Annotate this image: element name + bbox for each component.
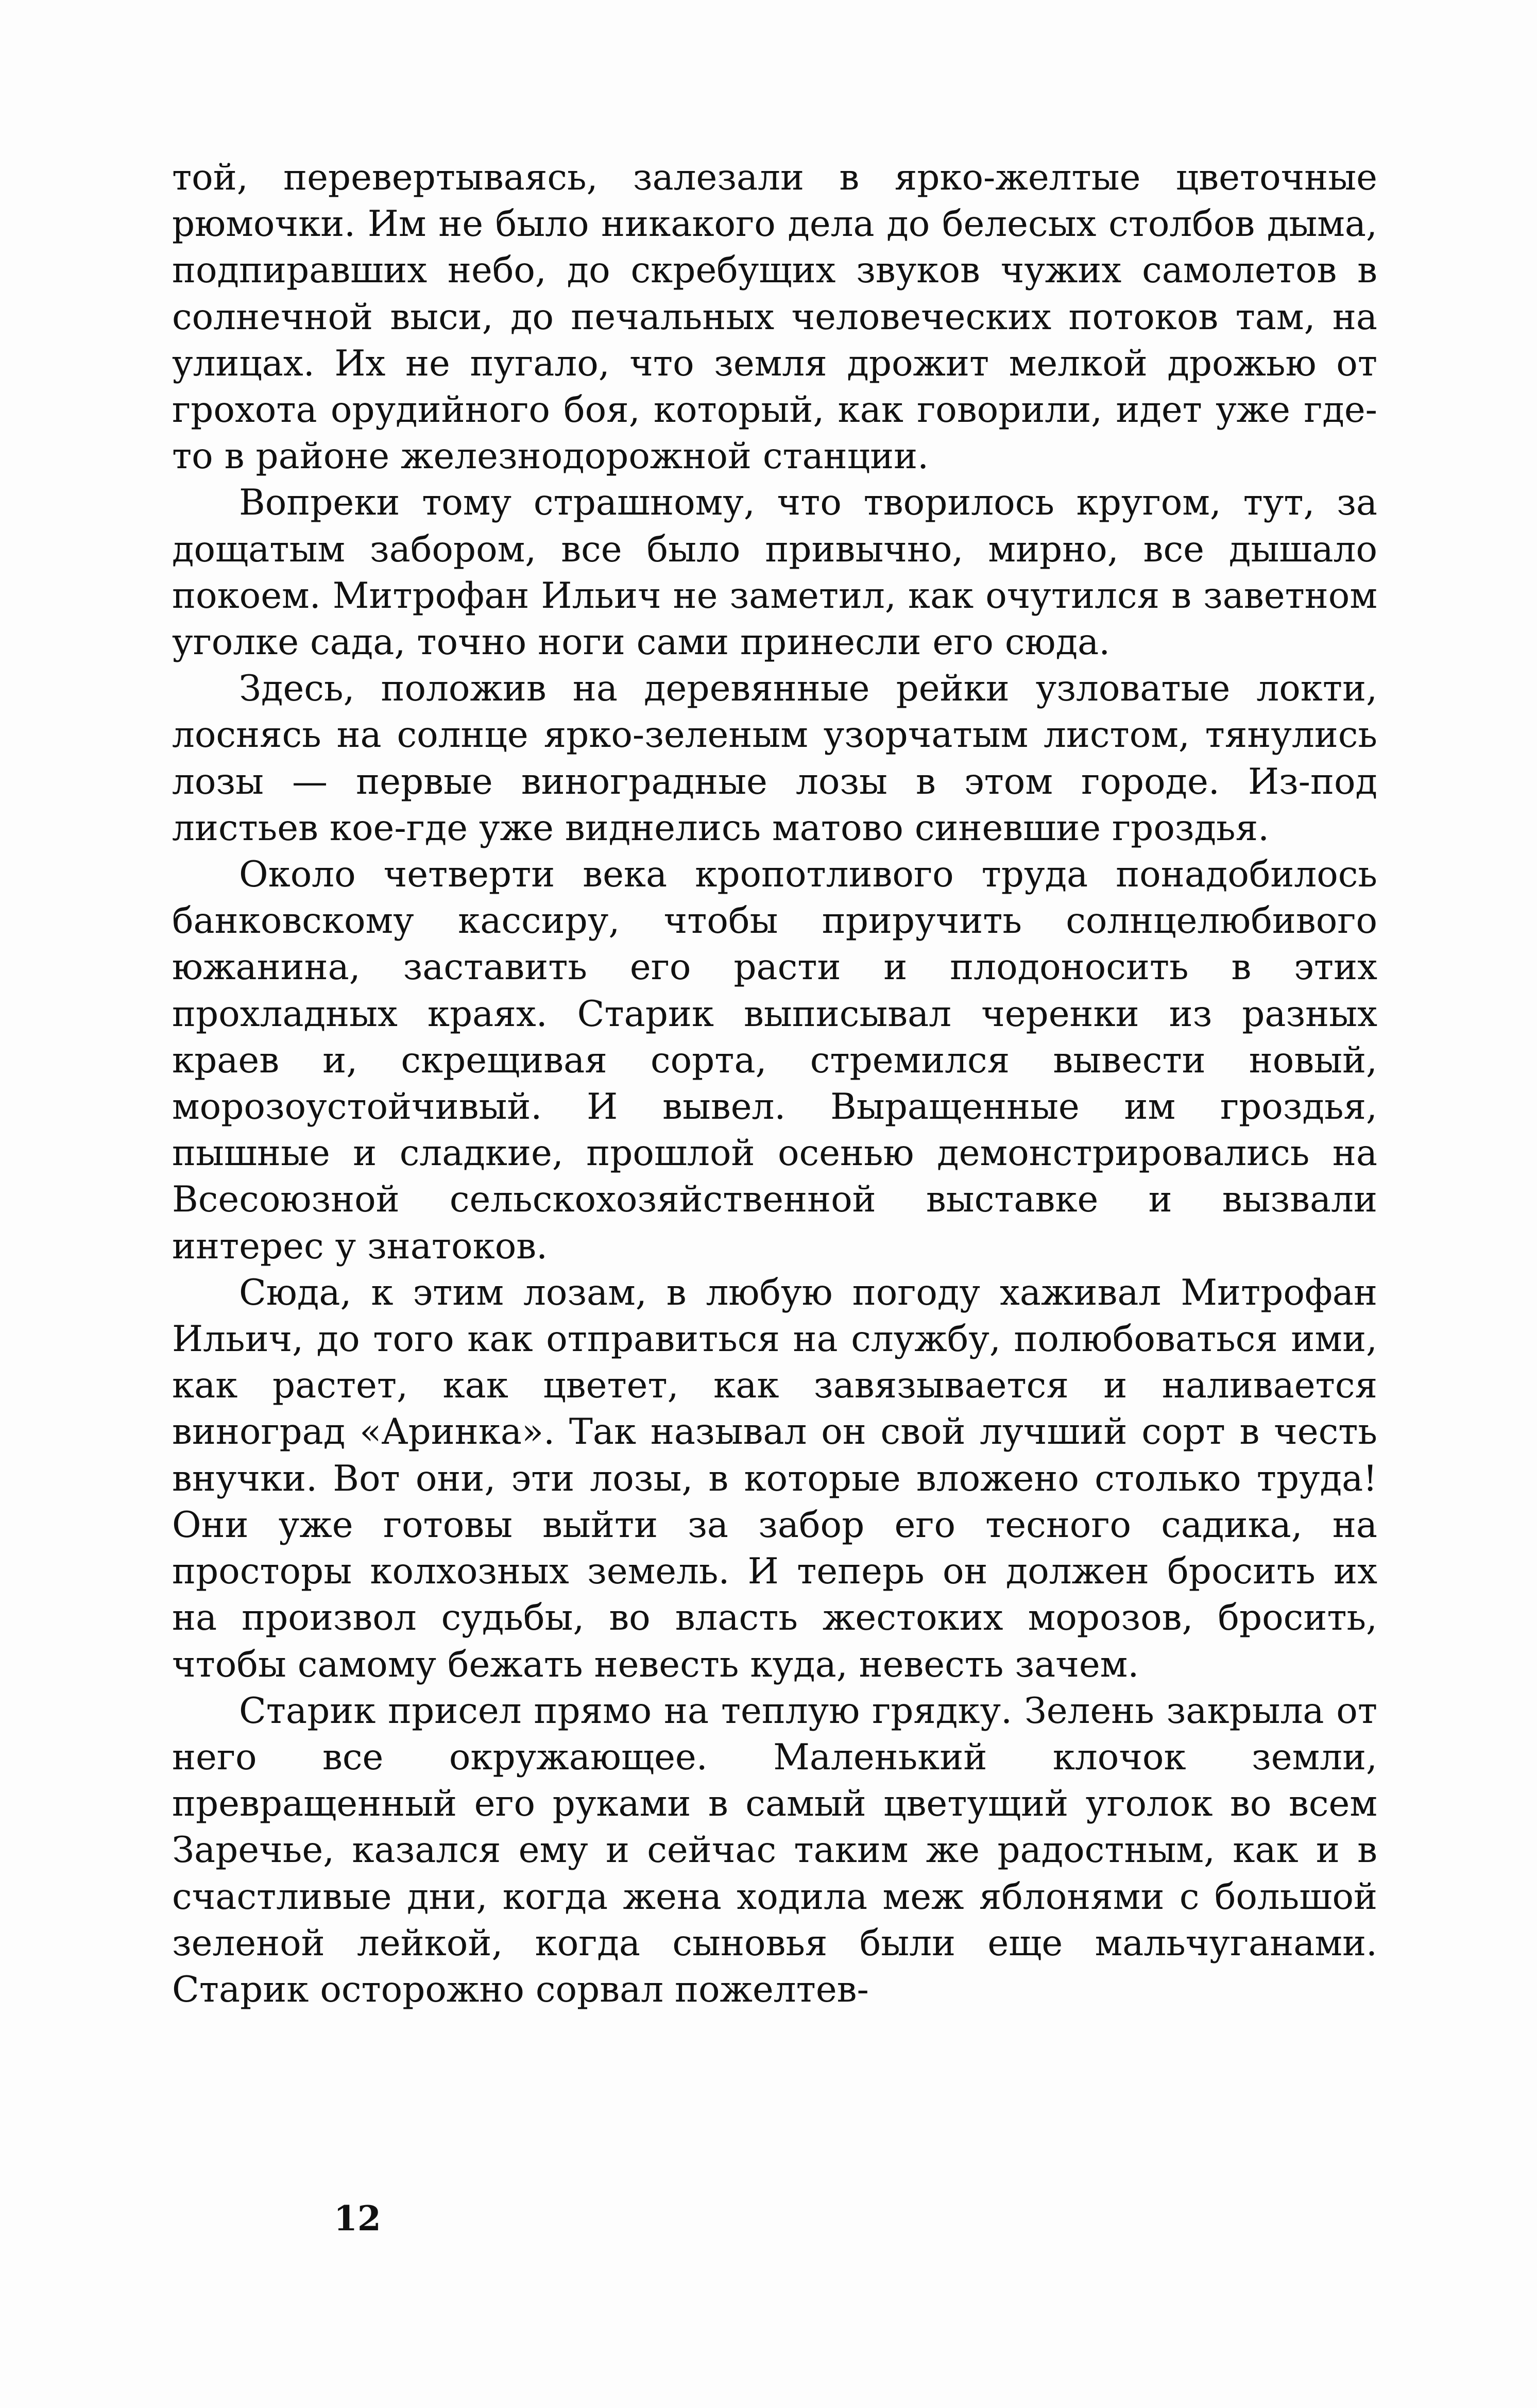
paragraph-5: Сюда, к этим лозам, в любую погоду хаживал Митрофан Ильич, до того как отправиться на службу, полюбоваться ими, как растет, как цветет, как завязывается и наливается виноград «Аринка». Так называл он свой лучший сорт в честь внучки. Вот они, эти лозы, в которые вложено столько труда! Они уже готовы выйти за забор его тесного садика, на просторы колхозных земель. И теперь он должен бросить их на произвол судьбы, во власть жестоких морозов, бросить, чтобы самому бежать невесть куда, невесть зачем. <box>172 1272 1377 1685</box>
page-number: 12 <box>334 2198 381 2239</box>
paragraph-1: той, перевертываясь, залезали в ярко-желтые цветочные рюмочки. Им не было никакого дела до белесых столбов дыма, подпиравших небо, до скребущих звуков чужих самолетов в солнечной выси, до печальных человеческих потоков там, на улицах. Их не пугало, что земля дрожит мелкой дрожью от грохота орудийного боя, который, как говорили, идет уже где-то в районе железнодорожной станции. <box>172 157 1377 477</box>
page-body-text <box>172 155 1377 2013</box>
paragraph-4: Около четверти века кропотливого труда понадобилось банковскому кассиру, чтобы приручить солнцелюбивого южанина, заставить его расти и плодоносить в этих прохладных краях. Старик выписывал черенки из разных краев и, скрещивая сорта, стремился вывести новый, морозоустойчивый. И вывел. Выращенные им гроздья, пышные и сладкие, прошлой осенью демонстрировались на Всесоюзной сельскохозяйственной выставке и вызвали интерес у знатоков. <box>172 854 1377 1267</box>
paragraph-3: Здесь, положив на деревянные рейки узловатые локти, лоснясь на солнце ярко-зеленым узорчатым листом, тянулись лозы — первые виноградные лозы в этом городе. Из-под листьев кое-где уже виднелись матово синевшие гроздья. <box>172 668 1377 849</box>
paragraph-6: Старик присел прямо на теплую грядку. Зелень закрыла от него все окружающее. Маленький клочок земли, превращенный его руками в самый цветущий уголок во всем Заречье, казался ему и сейчас таким же радостным, как и в счастливые дни, когда жена ходила меж яблонями с большой зеленой лейкой, когда сыновья были еще мальчуганами. Старик осторожно сорвал пожелтев- <box>172 1690 1377 2010</box>
paragraph-2: Вопреки тому страшному, что творилось кругом, тут, за дощатым забором, все было привычно, мирно, все дышало покоем. Митрофан Ильич не заметил, как очутился в заветном уголке сада, точно ноги сами принесли его сюда. <box>172 482 1377 663</box>
